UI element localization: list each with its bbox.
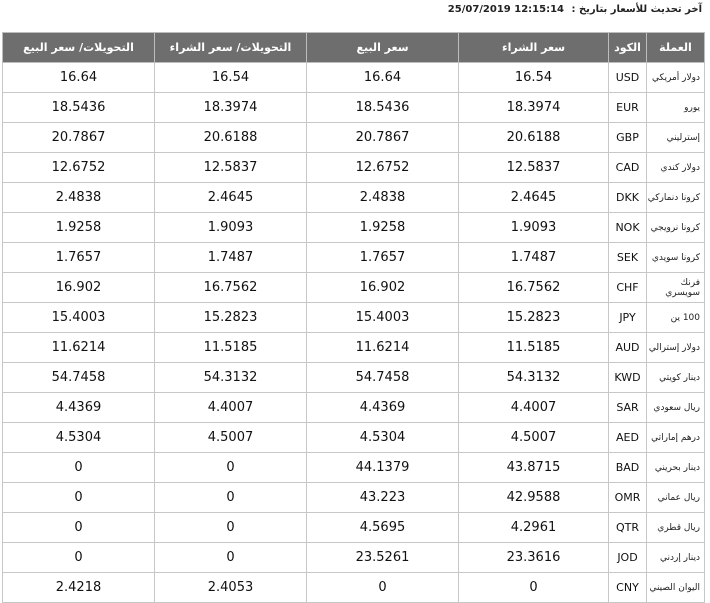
transfer-buy-cell: 54.3132 (155, 363, 307, 393)
exchange-rates-table (2, 32, 705, 603)
currency-code-cell: CNY (609, 573, 647, 603)
currency-code-cell: NOK (609, 213, 647, 243)
table-row (3, 63, 705, 93)
currency-name-cell: فرنك سويسري (647, 273, 705, 303)
table-row (3, 213, 705, 243)
currency-name-cell: ريال سعودي (647, 393, 705, 423)
buy-rate-cell: 11.5185 (459, 333, 609, 363)
transfer-buy-cell: 12.5837 (155, 153, 307, 183)
sell-rate-cell: 0 (307, 573, 459, 603)
buy-rate-cell: 15.2823 (459, 303, 609, 333)
currency-name-cell: 100 ين (647, 303, 705, 333)
header-buy: سعر الشراء (459, 33, 609, 63)
transfer-sell-cell: 1.7657 (3, 243, 155, 273)
buy-rate-cell: 23.3616 (459, 543, 609, 573)
table-row (3, 423, 705, 453)
currency-name-cell: اليوان الصيني (647, 573, 705, 603)
buy-rate-cell: 4.2961 (459, 513, 609, 543)
currency-code-cell: USD (609, 63, 647, 93)
buy-rate-cell: 18.3974 (459, 93, 609, 123)
sell-rate-cell: 20.7867 (307, 123, 459, 153)
currency-name-cell: دينار بحريني (647, 453, 705, 483)
currency-code-cell: CAD (609, 153, 647, 183)
buy-rate-cell: 16.7562 (459, 273, 609, 303)
currency-code-cell: JPY (609, 303, 647, 333)
table-row (3, 573, 705, 603)
currency-name-cell: ريال عماني (647, 483, 705, 513)
table-row (3, 513, 705, 543)
currency-name-cell: كرونا نرويجي (647, 213, 705, 243)
currency-name-cell: دينار إردني (647, 543, 705, 573)
transfer-buy-cell: 1.7487 (155, 243, 307, 273)
sell-rate-cell: 54.7458 (307, 363, 459, 393)
currency-code-cell: EUR (609, 93, 647, 123)
sell-rate-cell: 15.4003 (307, 303, 459, 333)
buy-rate-cell: 2.4645 (459, 183, 609, 213)
buy-rate-cell: 43.8715 (459, 453, 609, 483)
transfer-buy-cell: 0 (155, 483, 307, 513)
transfer-sell-cell: 4.5304 (3, 423, 155, 453)
currency-code-cell: AED (609, 423, 647, 453)
currency-name-cell: كرونا دنماركي (647, 183, 705, 213)
header-transfer-sell: التحويلات/ سعر البيع (3, 33, 155, 63)
table-row (3, 453, 705, 483)
transfer-sell-cell: 0 (3, 513, 155, 543)
header-code: الكود (609, 33, 647, 63)
transfer-buy-cell: 0 (155, 543, 307, 573)
currency-name-cell: يورو (647, 93, 705, 123)
sell-rate-cell: 4.5695 (307, 513, 459, 543)
currency-code-cell: AUD (609, 333, 647, 363)
transfer-sell-cell: 11.6214 (3, 333, 155, 363)
currency-code-cell: KWD (609, 363, 647, 393)
transfer-buy-cell: 2.4053 (155, 573, 307, 603)
table-row (3, 93, 705, 123)
sell-rate-cell: 43.223 (307, 483, 459, 513)
buy-rate-cell: 4.4007 (459, 393, 609, 423)
transfer-buy-cell: 0 (155, 453, 307, 483)
transfer-sell-cell: 16.902 (3, 273, 155, 303)
header-sell: سعر البيع (307, 33, 459, 63)
table-row (3, 363, 705, 393)
transfer-buy-cell: 16.7562 (155, 273, 307, 303)
transfer-sell-cell: 0 (3, 543, 155, 573)
sell-rate-cell: 4.4369 (307, 393, 459, 423)
currency-name-cell: دينار كويتي (647, 363, 705, 393)
buy-rate-cell: 4.5007 (459, 423, 609, 453)
transfer-buy-cell: 16.54 (155, 63, 307, 93)
currency-code-cell: DKK (609, 183, 647, 213)
sell-rate-cell: 11.6214 (307, 333, 459, 363)
transfer-sell-cell: 12.6752 (3, 153, 155, 183)
currency-code-cell: CHF (609, 273, 647, 303)
table-body (3, 63, 705, 603)
transfer-buy-cell: 15.2823 (155, 303, 307, 333)
currency-code-cell: SAR (609, 393, 647, 423)
currency-name-cell: دولار أمريكي (647, 63, 705, 93)
table-row (3, 393, 705, 423)
transfer-buy-cell: 1.9093 (155, 213, 307, 243)
table-row (3, 183, 705, 213)
sell-rate-cell: 44.1379 (307, 453, 459, 483)
table-row (3, 273, 705, 303)
sell-rate-cell: 4.5304 (307, 423, 459, 453)
transfer-sell-cell: 15.4003 (3, 303, 155, 333)
transfer-sell-cell: 2.4838 (3, 183, 155, 213)
transfer-buy-cell: 0 (155, 513, 307, 543)
sell-rate-cell: 23.5261 (307, 543, 459, 573)
currency-name-cell: دولار كندي (647, 153, 705, 183)
currency-name-cell: درهم إماراتي (647, 423, 705, 453)
buy-rate-cell: 16.54 (459, 63, 609, 93)
currency-name-cell: كرونا سويدي (647, 243, 705, 273)
transfer-buy-cell: 4.5007 (155, 423, 307, 453)
transfer-buy-cell: 18.3974 (155, 93, 307, 123)
last-update-line (448, 4, 702, 15)
transfer-sell-cell: 18.5436 (3, 93, 155, 123)
transfer-sell-cell: 1.9258 (3, 213, 155, 243)
last-update-label: آخر تحديث للأسعار بتاريخ : (571, 4, 702, 15)
buy-rate-cell: 54.3132 (459, 363, 609, 393)
transfer-sell-cell: 4.4369 (3, 393, 155, 423)
transfer-buy-cell: 20.6188 (155, 123, 307, 153)
transfer-sell-cell: 54.7458 (3, 363, 155, 393)
currency-name-cell: إسترليني (647, 123, 705, 153)
header-transfer-buy: التحويلات/ سعر الشراء (155, 33, 307, 63)
currency-code-cell: BAD (609, 453, 647, 483)
buy-rate-cell: 42.9588 (459, 483, 609, 513)
table-row (3, 333, 705, 363)
transfer-buy-cell: 11.5185 (155, 333, 307, 363)
transfer-sell-cell: 16.64 (3, 63, 155, 93)
sell-rate-cell: 1.9258 (307, 213, 459, 243)
table-row (3, 123, 705, 153)
buy-rate-cell: 1.9093 (459, 213, 609, 243)
currency-name-cell: ريال قطري (647, 513, 705, 543)
buy-rate-cell: 1.7487 (459, 243, 609, 273)
currency-code-cell: OMR (609, 483, 647, 513)
currency-code-cell: GBP (609, 123, 647, 153)
currency-code-cell: SEK (609, 243, 647, 273)
table-row (3, 543, 705, 573)
buy-rate-cell: 20.6188 (459, 123, 609, 153)
transfer-buy-cell: 2.4645 (155, 183, 307, 213)
last-update-timestamp: 12:15:14 25/07/2019 (447, 4, 564, 15)
sell-rate-cell: 12.6752 (307, 153, 459, 183)
table-row (3, 303, 705, 333)
currency-code-cell: QTR (609, 513, 647, 543)
table-row (3, 153, 705, 183)
sell-rate-cell: 16.902 (307, 273, 459, 303)
transfer-sell-cell: 0 (3, 483, 155, 513)
sell-rate-cell: 1.7657 (307, 243, 459, 273)
table-row (3, 483, 705, 513)
table-header-row (3, 33, 705, 63)
transfer-sell-cell: 2.4218 (3, 573, 155, 603)
sell-rate-cell: 18.5436 (307, 93, 459, 123)
buy-rate-cell: 12.5837 (459, 153, 609, 183)
currency-code-cell: JOD (609, 543, 647, 573)
sell-rate-cell: 2.4838 (307, 183, 459, 213)
currency-name-cell: دولار إسترالي (647, 333, 705, 363)
transfer-sell-cell: 20.7867 (3, 123, 155, 153)
header-currency: العملة (647, 33, 705, 63)
transfer-sell-cell: 0 (3, 453, 155, 483)
transfer-buy-cell: 4.4007 (155, 393, 307, 423)
buy-rate-cell: 0 (459, 573, 609, 603)
sell-rate-cell: 16.64 (307, 63, 459, 93)
table-row (3, 243, 705, 273)
